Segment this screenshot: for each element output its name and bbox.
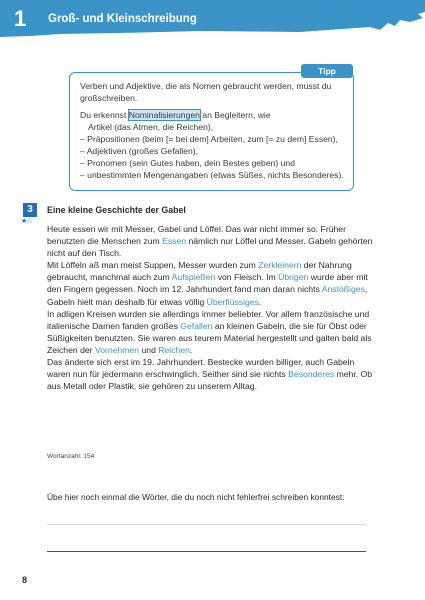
highlighted-term: Nominalisierungen (128, 110, 200, 120)
keyword: Vornehmen (94, 344, 140, 355)
chapter-number: 1 (14, 6, 27, 31)
exercise-prompt: Übe hier noch einmal die Wörter, die du noch nicht fehlerfrei schreiben konntest: (47, 492, 345, 502)
story-paragraph: In adligen Kreisen wurden sie allerdings immer beliebter. Vor allem französische und italienische Damen fanden großes Gefallen an kleinen Gabeln, die sie für Obst oder Süßigkeiten benutzten. Sie waren aus teurem Material hergestellt und galten bald als Zeichen der Vornehmen und Reichen. (47, 308, 372, 355)
story-paragraph: Das änderte sich erst im 19. Jahrhundert. Bestecke wurden billiger, auch Gabeln waren nun für jedermann erschwinglich. Seither sind sie nichts Besonderes mehr. Ob aus Metall oder Plastik, sie gehören zu unserem Alltag. (47, 357, 373, 392)
task-title: Eine kleine Geschichte der Gabel (47, 205, 186, 215)
tip-item: – Pronomen (sein Gutes haben, dein Bestes geben) und (80, 158, 295, 168)
tip-label: Tipp (301, 64, 353, 78)
keyword: Überflüssiges (206, 296, 259, 307)
story-text (47, 223, 377, 392)
page-number: 8 (22, 575, 28, 585)
word-count: Wortanzahl: 154 (47, 453, 95, 460)
keyword: Besonderes (288, 369, 335, 380)
tip-item: – unbestimmten Mengenangaben (etwas Süßes, nichts Besonderes). (80, 170, 344, 180)
story-paragraph: Heute essen wir mit Messer, Gabel und Löffel. Das war nicht immer so. Früher benutzten die Menschen zum Essen nämlich nur Löffel und Messer. Gabeln gehörten nicht auf den Tisch. (47, 224, 373, 259)
tip-item: Artikel (das Atmen, die Reichen), (88, 122, 214, 132)
tip-item: – Adjektiven (großes Gefallen), (80, 146, 198, 156)
tip-recognize-line: Du erkennst Nominalisierungen an Begleitern, wie (80, 110, 271, 120)
answer-line[interactable] (47, 551, 366, 552)
keyword: Essen (162, 236, 187, 247)
tip-content (80, 80, 350, 181)
difficulty-stars-icon: ★☆ (21, 218, 32, 225)
keyword: Anstößiges (321, 284, 365, 295)
keyword: Gefallen (180, 320, 213, 331)
keyword: Zerkleinern (258, 260, 302, 271)
task-number-badge: 3 (23, 203, 37, 217)
keyword: Übrigen (278, 272, 309, 283)
tip-intro: Verben und Adjektive, die als Nomen gebraucht werden, musst du großschreiben. (80, 81, 332, 103)
story-paragraph: Mit Löffeln aß man meist Suppen, Messer wurden zum Zerkleinern der Nahrung gebraucht, manchmal auch zum Aufspießen von Fleisch. Im Übrigen wurde aber mit den Fingern gegessen. Noch im 12. Jahrhundert fand man daran nichts Anstößiges, Gabeln hielt man deshalb für etwas völlig Überflüssiges. (47, 260, 368, 307)
keyword: Reichen (158, 344, 190, 355)
answer-line[interactable] (47, 524, 366, 525)
chapter-header-band (0, 0, 425, 40)
keyword: Aufspießen (171, 272, 216, 283)
chapter-title: Groß- und Kleinschreibung (48, 13, 197, 25)
tip-item: – Präpositionen (beim [= bei dem] Arbeiten, zum [= zu dem] Essen), (80, 134, 338, 144)
